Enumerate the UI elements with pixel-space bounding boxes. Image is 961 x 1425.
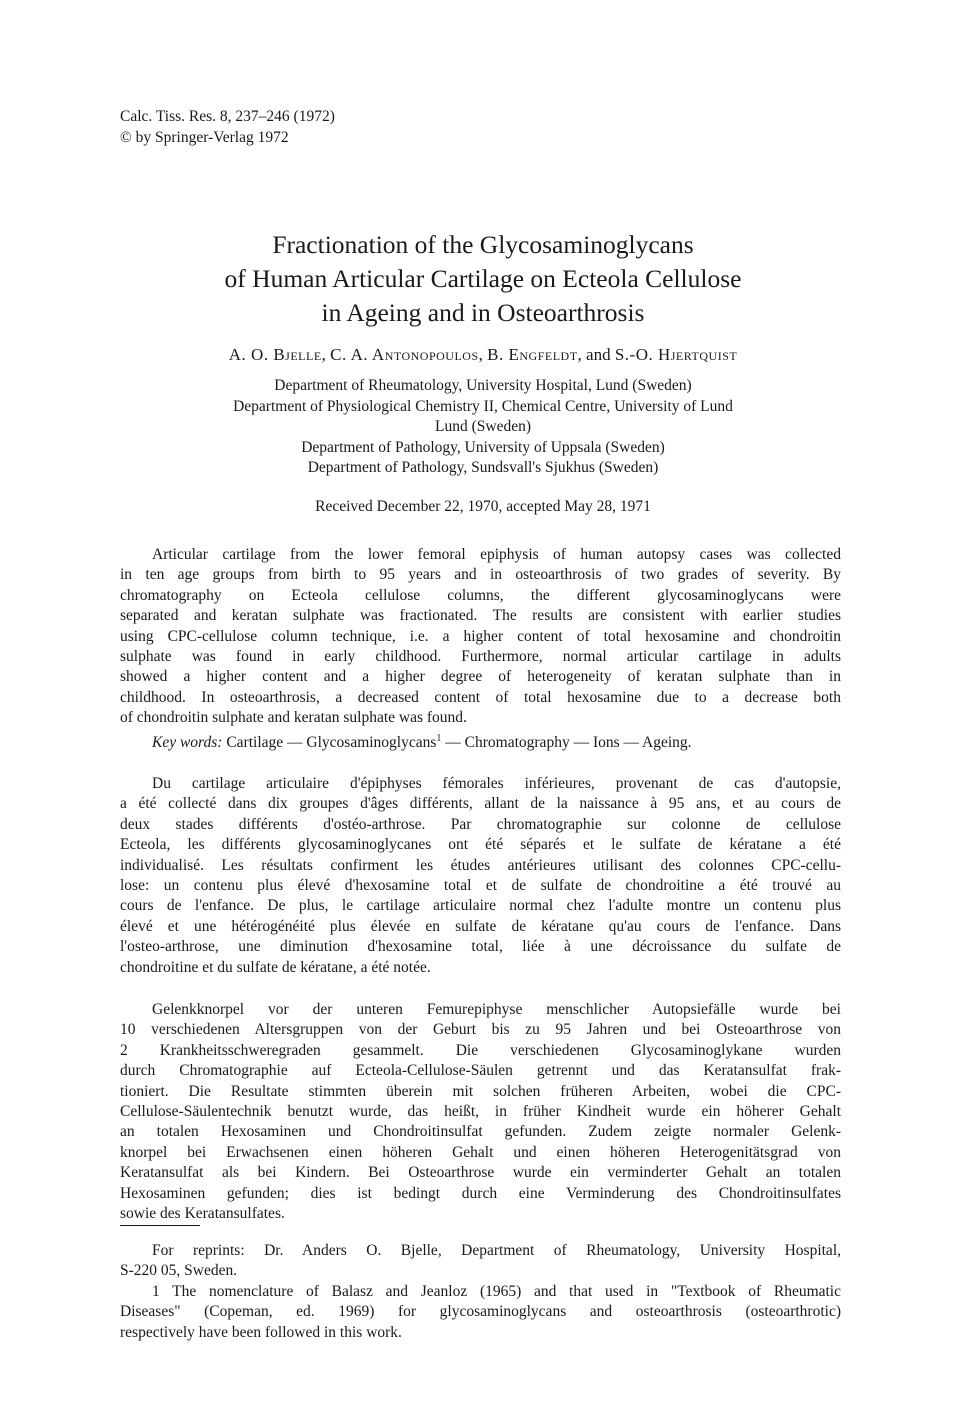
- author-name: S.-O. Hjertquist: [614, 345, 738, 364]
- affiliations: [120, 376, 846, 479]
- author-list: A. O. Bjelle, C. A. Antonopoulos, B. Engfeldt, and S.-O. Hjertquist: [228, 345, 738, 364]
- abstract-line: Du cartilage articulaire d'épiphyses fémorales inférieures, provenant de cas d'autopsie,: [152, 775, 841, 792]
- abstract-line: chromatography on Ecteola cellulose columns, the different glycosaminoglycans were: [120, 586, 841, 604]
- abstract-english: [120, 545, 841, 729]
- keywords-text: Cartilage — Glycosaminoglycans: [222, 734, 437, 751]
- abstract-line: tioniert. Die Resultate stimmten überein mit solchen früheren Arbeiten, wobei die CPC-: [120, 1082, 841, 1100]
- abstract-line: durch Chromatographie auf Ecteola-Cellulose-Säulen getrennt und das Keratansulfat frak-: [120, 1062, 841, 1080]
- abstract-line: childhood. In osteoarthrosis, a decreased content of total hexosamine due to a decrease both: [120, 688, 841, 706]
- abstract-line: 2 Krankheitsschweregraden gesammelt. Die verschiedenen Glycosaminoglykane wurden: [120, 1041, 841, 1059]
- footnote-divider: [120, 1225, 200, 1226]
- abstract-line: in ten age groups from birth to 95 years and in osteoarthrosis of two grades of severity. By: [120, 566, 841, 584]
- footnote-line: 1 The nomenclature of Balasz and Jeanloz (1965) and that used in "Textbook of Rheumatic: [152, 1283, 841, 1300]
- abstract-line: Keratansulfat als bei Kindern. Bei Osteoarthrose wurde ein verminderter Gehalt an totalen: [120, 1164, 841, 1182]
- abstract-line: Articular cartilage from the lower femoral epiphysis of human autopsy cases was collected: [152, 546, 841, 563]
- received-dates: Received December 22, 1970, accepted May 28, 1971: [315, 498, 651, 515]
- footnote-1: [120, 1282, 841, 1343]
- affiliation-line: Department of Physiological Chemistry II, Chemical Centre, University of Lund: [233, 397, 733, 415]
- abstract-line: deux stades différents d'ostéo-arthrose. Par chromatographie sur colonne de cellulose: [120, 815, 841, 833]
- affiliation-line: Department of Pathology, Sundsvall's Sjukhus (Sweden): [307, 459, 659, 476]
- abstract-german: [120, 1000, 841, 1224]
- keywords-text: — Chromatography — Ions — Ageing.: [441, 734, 692, 751]
- title-line: in Ageing and in Osteoarthrosis: [321, 298, 645, 327]
- abstract-line: sowie des Keratansulfates.: [120, 1205, 285, 1223]
- affiliation-line: Department of Pathology, University of Uppsala (Sweden): [301, 438, 665, 456]
- abstract-line: Ecteola, les différents glycosaminoglycanes ont été séparés et le sulfate de kératane a été: [120, 836, 841, 854]
- footnote-line: For reprints: Dr. Anders O. Bjelle, Department of Rheumatology, University Hospital,: [152, 1242, 841, 1259]
- abstract-line: l'osteo-arthrose, une diminution d'hexosamine total, liée à une décroissance du sulfate de: [120, 938, 841, 956]
- affiliation-line: Department of Rheumatology, University Hospital, Lund (Sweden): [274, 377, 692, 394]
- abstract-line: showed a higher content and a higher degree of heterogeneity of keratan sulphate than in: [120, 668, 841, 686]
- journal-citation: Calc. Tiss. Res. 8, 237–246 (1972): [120, 108, 335, 125]
- footnote-marker: 1: [436, 732, 442, 744]
- keywords-line: [152, 733, 692, 753]
- abstract-french: [120, 774, 841, 978]
- abstract-line: a été collecté dans dix groupes d'âges différents, allant de la naissance à 95 ans, et au cours de: [120, 795, 841, 813]
- abstract-line: Cellulose-Säulentechnik benutzt wurde, das heißt, in früher Kindheit wurde ein höherer Gehalt: [120, 1103, 841, 1121]
- author-name: C. A. Antonopoulos: [330, 345, 479, 364]
- copyright-line: © by Springer-Verlag 1972: [120, 129, 289, 146]
- title-line: Fractionation of the Glycosaminoglycans: [272, 230, 694, 259]
- keywords-label: Key words:: [152, 734, 223, 751]
- abstract-line: knorpel bei Erwachsenen einen höheren Gehalt und einen höheren Heterogenitätsgrad von: [120, 1143, 841, 1161]
- footnote-line: Diseases" (Copeman, ed. 1969) for glycosaminoglycans and osteoarthrosis (osteoarthrotic): [120, 1303, 841, 1321]
- footnote-reprints: [120, 1241, 841, 1282]
- abstract-line: of chondroitin sulphate and keratan sulphate was found.: [120, 709, 467, 727]
- citation-block: [120, 106, 335, 148]
- abstract-line: Hexosaminen gefunden; dies ist bedingt durch eine Verminderung des Chondroitinsulfates: [120, 1184, 841, 1202]
- abstract-line: Gelenkknorpel vor der unteren Femurepiphyse menschlicher Autopsiefälle wurde bei: [152, 1001, 841, 1018]
- paper-title: [120, 228, 846, 330]
- abstract-line: using CPC-cellulose column technique, i.e. a higher content of total hexosamine and chondroitin: [120, 627, 841, 645]
- abstract-line: élevé et une hétérogénéité plus élevée en sulfate de kératane qu'au cours de l'enfance. Dans: [120, 917, 841, 935]
- abstract-line: sulphate was found in early childhood. Furthermore, normal articular cartilage in adults: [120, 648, 841, 666]
- footnote-line: S-220 05, Sweden.: [120, 1262, 238, 1280]
- affiliation-line: Lund (Sweden): [435, 418, 531, 435]
- abstract-line: an totalen Hexosaminen und Chondroitinsulfat gefunden. Zudem zeigte normaler Gelenk-: [120, 1123, 841, 1141]
- abstract-line: individualisé. Les résultats confirment les études antérieures utilisant des colonnes CPC-cellu-: [120, 856, 841, 874]
- abstract-line: 10 verschiedenen Altersgruppen von der Geburt bis zu 95 Jahren und bei Osteoarthrose von: [120, 1021, 841, 1039]
- author-name: B. Engfeldt: [487, 345, 578, 364]
- author-name: A. O. Bjelle: [228, 345, 322, 364]
- footnote-line: respectively have been followed in this work.: [120, 1323, 402, 1341]
- abstract-line: lose: un contenu plus élevé d'hexosamine total et de sulfate de chondroitine a été trouvé au: [120, 877, 841, 895]
- abstract-line: chondroitine et du sulfate de kératane, a été notée.: [120, 958, 431, 976]
- title-line: of Human Articular Cartilage on Ecteola Cellulose: [224, 264, 742, 293]
- abstract-line: separated and keratan sulphate was fractionated. The results are consistent with earlier studies: [120, 607, 841, 625]
- abstract-line: cours de l'enfance. De plus, le cartilage articulaire normal chez l'adulte montre un contenu plus: [120, 897, 841, 915]
